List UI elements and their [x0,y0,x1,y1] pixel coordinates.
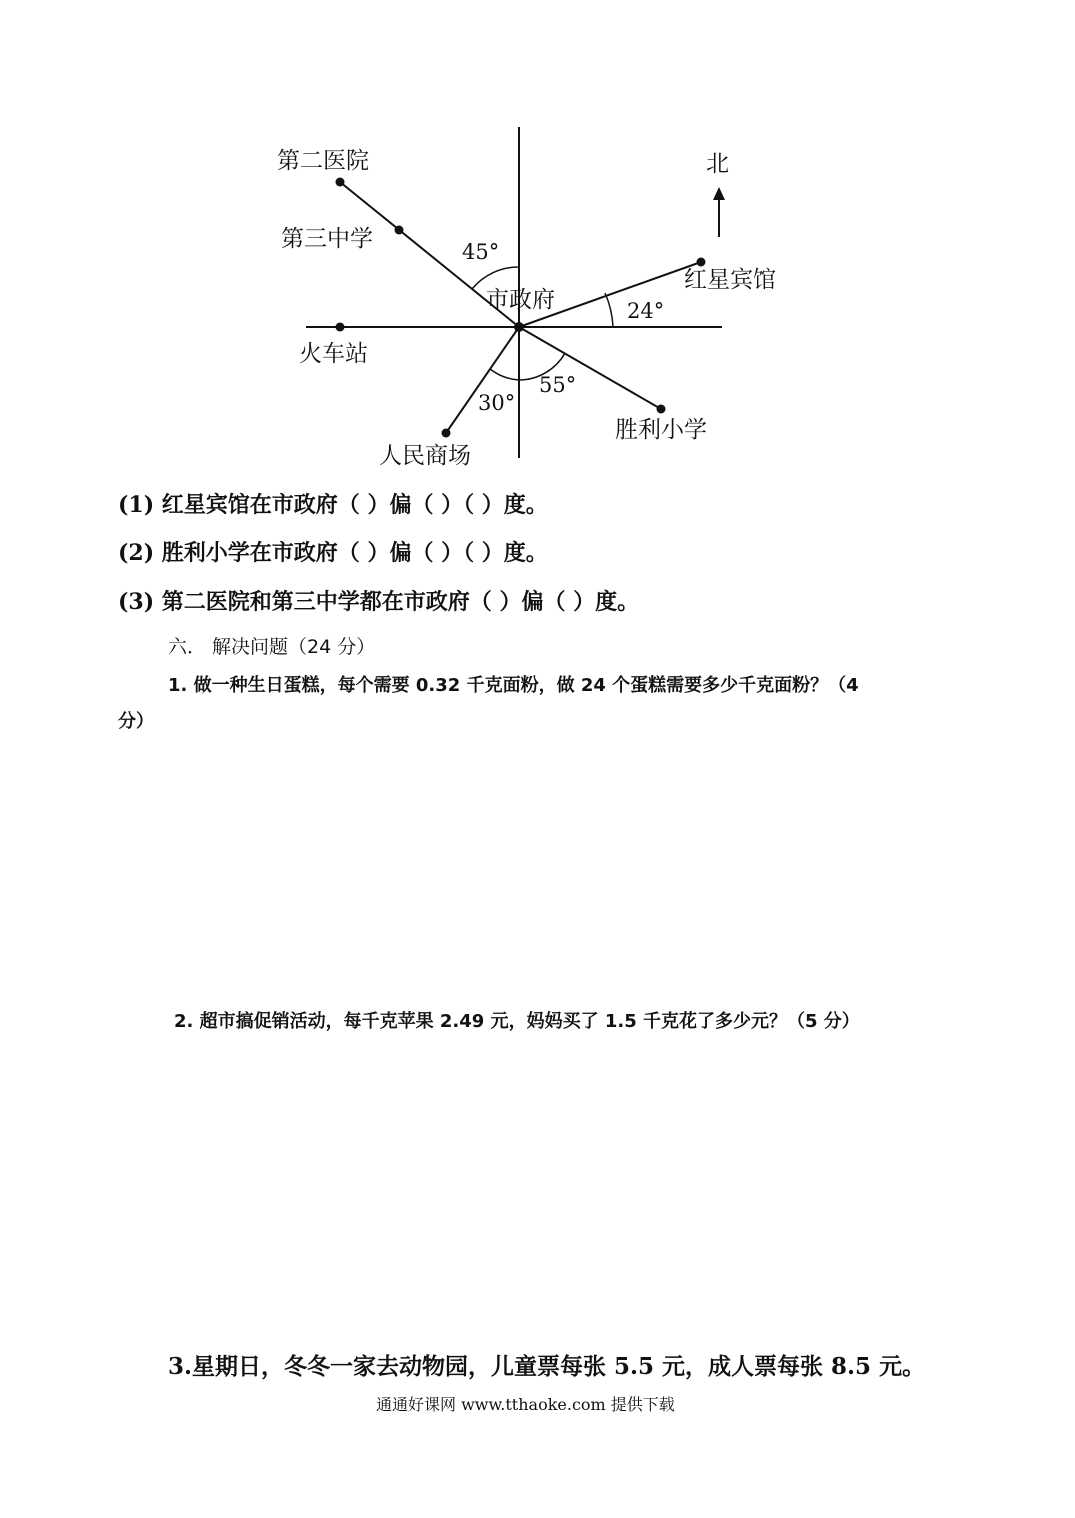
north-arrow-icon [713,187,725,200]
label-mall: 人民商场 [379,443,471,469]
angle-label-45: 45° [462,240,500,264]
point-hospital2 [336,178,345,187]
problem-2: 2. 超市搞促销活动，每千克苹果 2.49 元，妈妈买了 1.5 千克花了多少元？（5 分） [174,1011,860,1032]
question-2: (2) 胜利小学在市政府（ ）偏（ ）（ ）度。 [118,540,548,566]
point-hotel [697,258,706,267]
label-north: 北 [706,151,729,177]
angle-label-30: 30° [478,391,516,415]
question-3: (3) 第二医院和第三中学都在市政府（ ）偏（ ）度。 [118,589,640,615]
direction-diagram [0,0,1075,480]
point-mall [442,429,451,438]
arc-45 [472,267,519,289]
problem-1-line2: 分） [118,711,154,732]
angle-label-55: 55° [539,373,577,397]
label-hospital2: 第二医院 [277,148,369,174]
arc-24 [605,293,613,327]
point-station [336,323,345,332]
section-title: 六． 解决问题（24 分） [168,636,376,658]
label-hotel: 红星宾馆 [684,267,776,293]
angle-label-24: 24° [627,299,665,323]
label-primary: 胜利小学 [615,417,707,443]
label-center: 市政府 [486,287,555,313]
problem-3: 3.星期日，冬冬一家去动物园，儿童票每张 5.5 元，成人票每张 8.5 元。 [168,1353,926,1380]
ray-mall [446,327,519,433]
center-point [514,322,524,332]
point-primary [657,405,666,414]
label-station: 火车站 [299,341,368,367]
point-school3 [395,226,404,235]
arc-30 [490,369,519,380]
question-1: (1) 红星宾馆在市政府（ ）偏（ ）（ ）度。 [118,492,548,518]
footer-source: 通通好课网 www.tthaoke.com 提供下载 [376,1395,675,1414]
problem-1-line1: 1. 做一种生日蛋糕，每个需要 0.32 千克面粉，做 24 个蛋糕需要多少千克面粉？（4 [168,675,859,696]
label-school3: 第三中学 [281,226,373,252]
